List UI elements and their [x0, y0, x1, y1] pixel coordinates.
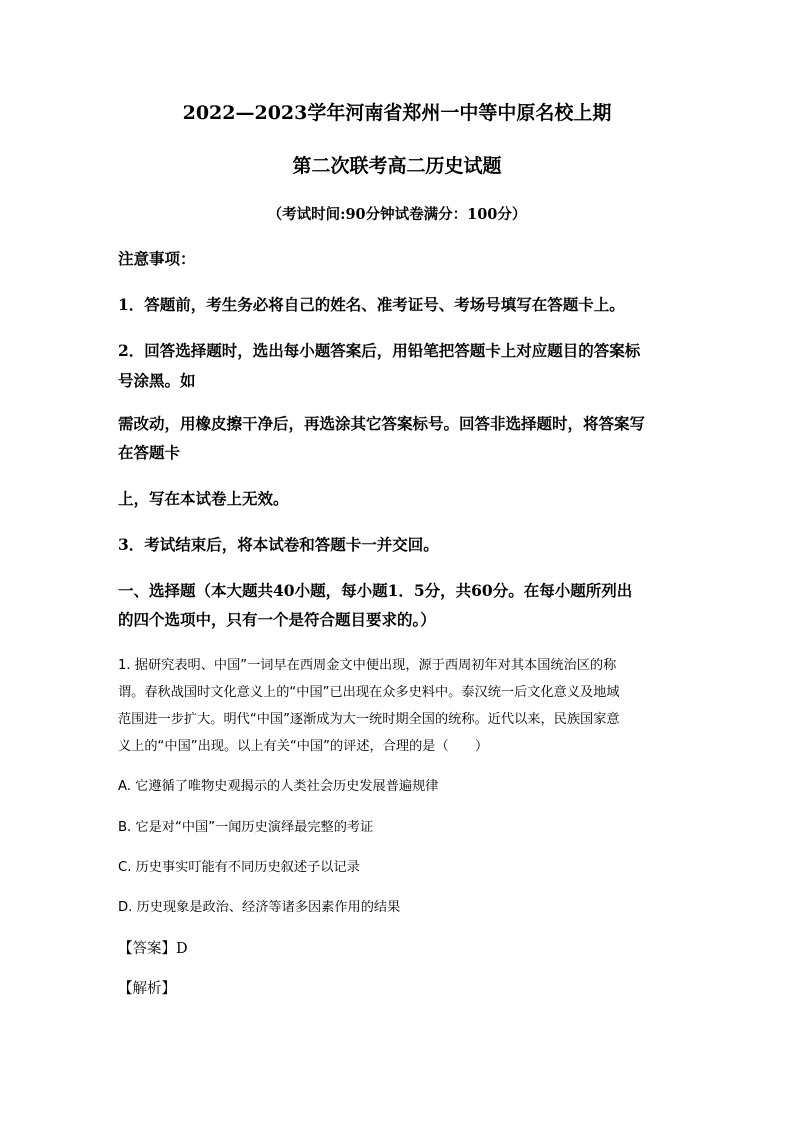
note-item-2-line-1: 2．回答选择题时，选出每小题答案后，用铅笔把答题卡上对应题目的答案标	[118, 341, 641, 360]
option-c: C. 历史事实叮能有不同历史叙述子以记录	[118, 860, 360, 875]
option-d: D. 历史现象是政治、经济等诸多因素作用的结果	[118, 900, 401, 915]
section-heading-line-2: 的四个选项中，只有一个是符合题目要求的。）	[118, 610, 436, 629]
question-stem-line-1: 1. 据研究表明、中国”一词早在西周金文中便出现，源于西周初年对其本国统治区的称	[118, 658, 617, 673]
option-b: B. 它是对“中国”一闻历史演绎最完整的考证	[118, 820, 374, 835]
title-line-2: 第二次联考高二历史试题	[292, 155, 502, 177]
question-stem-line-4: 义上的“中国”出现。以上有关“中国”的评述，合理的是（ ）	[118, 739, 489, 754]
note-item-2-line-2: 号涂黑。如	[118, 371, 196, 390]
note-item-2-line-5: 上，写在本试卷上无效。	[118, 489, 289, 508]
section-heading-line-1: 一、选择题（本大题共40小题，每小题1．5分，共60分。在每小题所列出	[118, 581, 633, 600]
note-item-2-line-4: 在答题卡	[118, 443, 181, 462]
answer-label: 【答案】D	[118, 941, 188, 957]
note-item-2-line-3: 需改动，用橡皮擦干净后，再选涂其它答案标号。回答非选择题时，将答案写	[118, 414, 646, 433]
notes-heading: 注意事项：	[118, 249, 196, 268]
option-a: A. 它遵循了唯物史观揭示的人类社会历史发展普遍规律	[118, 779, 439, 794]
exam-info: （考试时间:90分钟试卷满分：100分）	[267, 206, 527, 223]
title-line-1: 2022—2023学年河南省郑州一中等中原名校上期	[182, 102, 612, 124]
question-stem-line-3: 范围进一步扩大。明代“中国”逐渐成为大一统时期全国的统称。近代以来，民族国家意	[118, 712, 620, 727]
analysis-label: 【解析】	[118, 981, 176, 997]
note-item-3: 3．考试结束后，将本试卷和答题卡一并交回。	[118, 535, 439, 554]
question-stem-line-2: 谓。春秋战国时文化意义上的“中国”已出现在众多史料中。泰汉统一后文化意义及地域	[118, 685, 620, 700]
note-item-1: 1．答题前，考生务必将自己的姓名、准考证号、考场号填写在答题卡上。	[118, 295, 625, 314]
